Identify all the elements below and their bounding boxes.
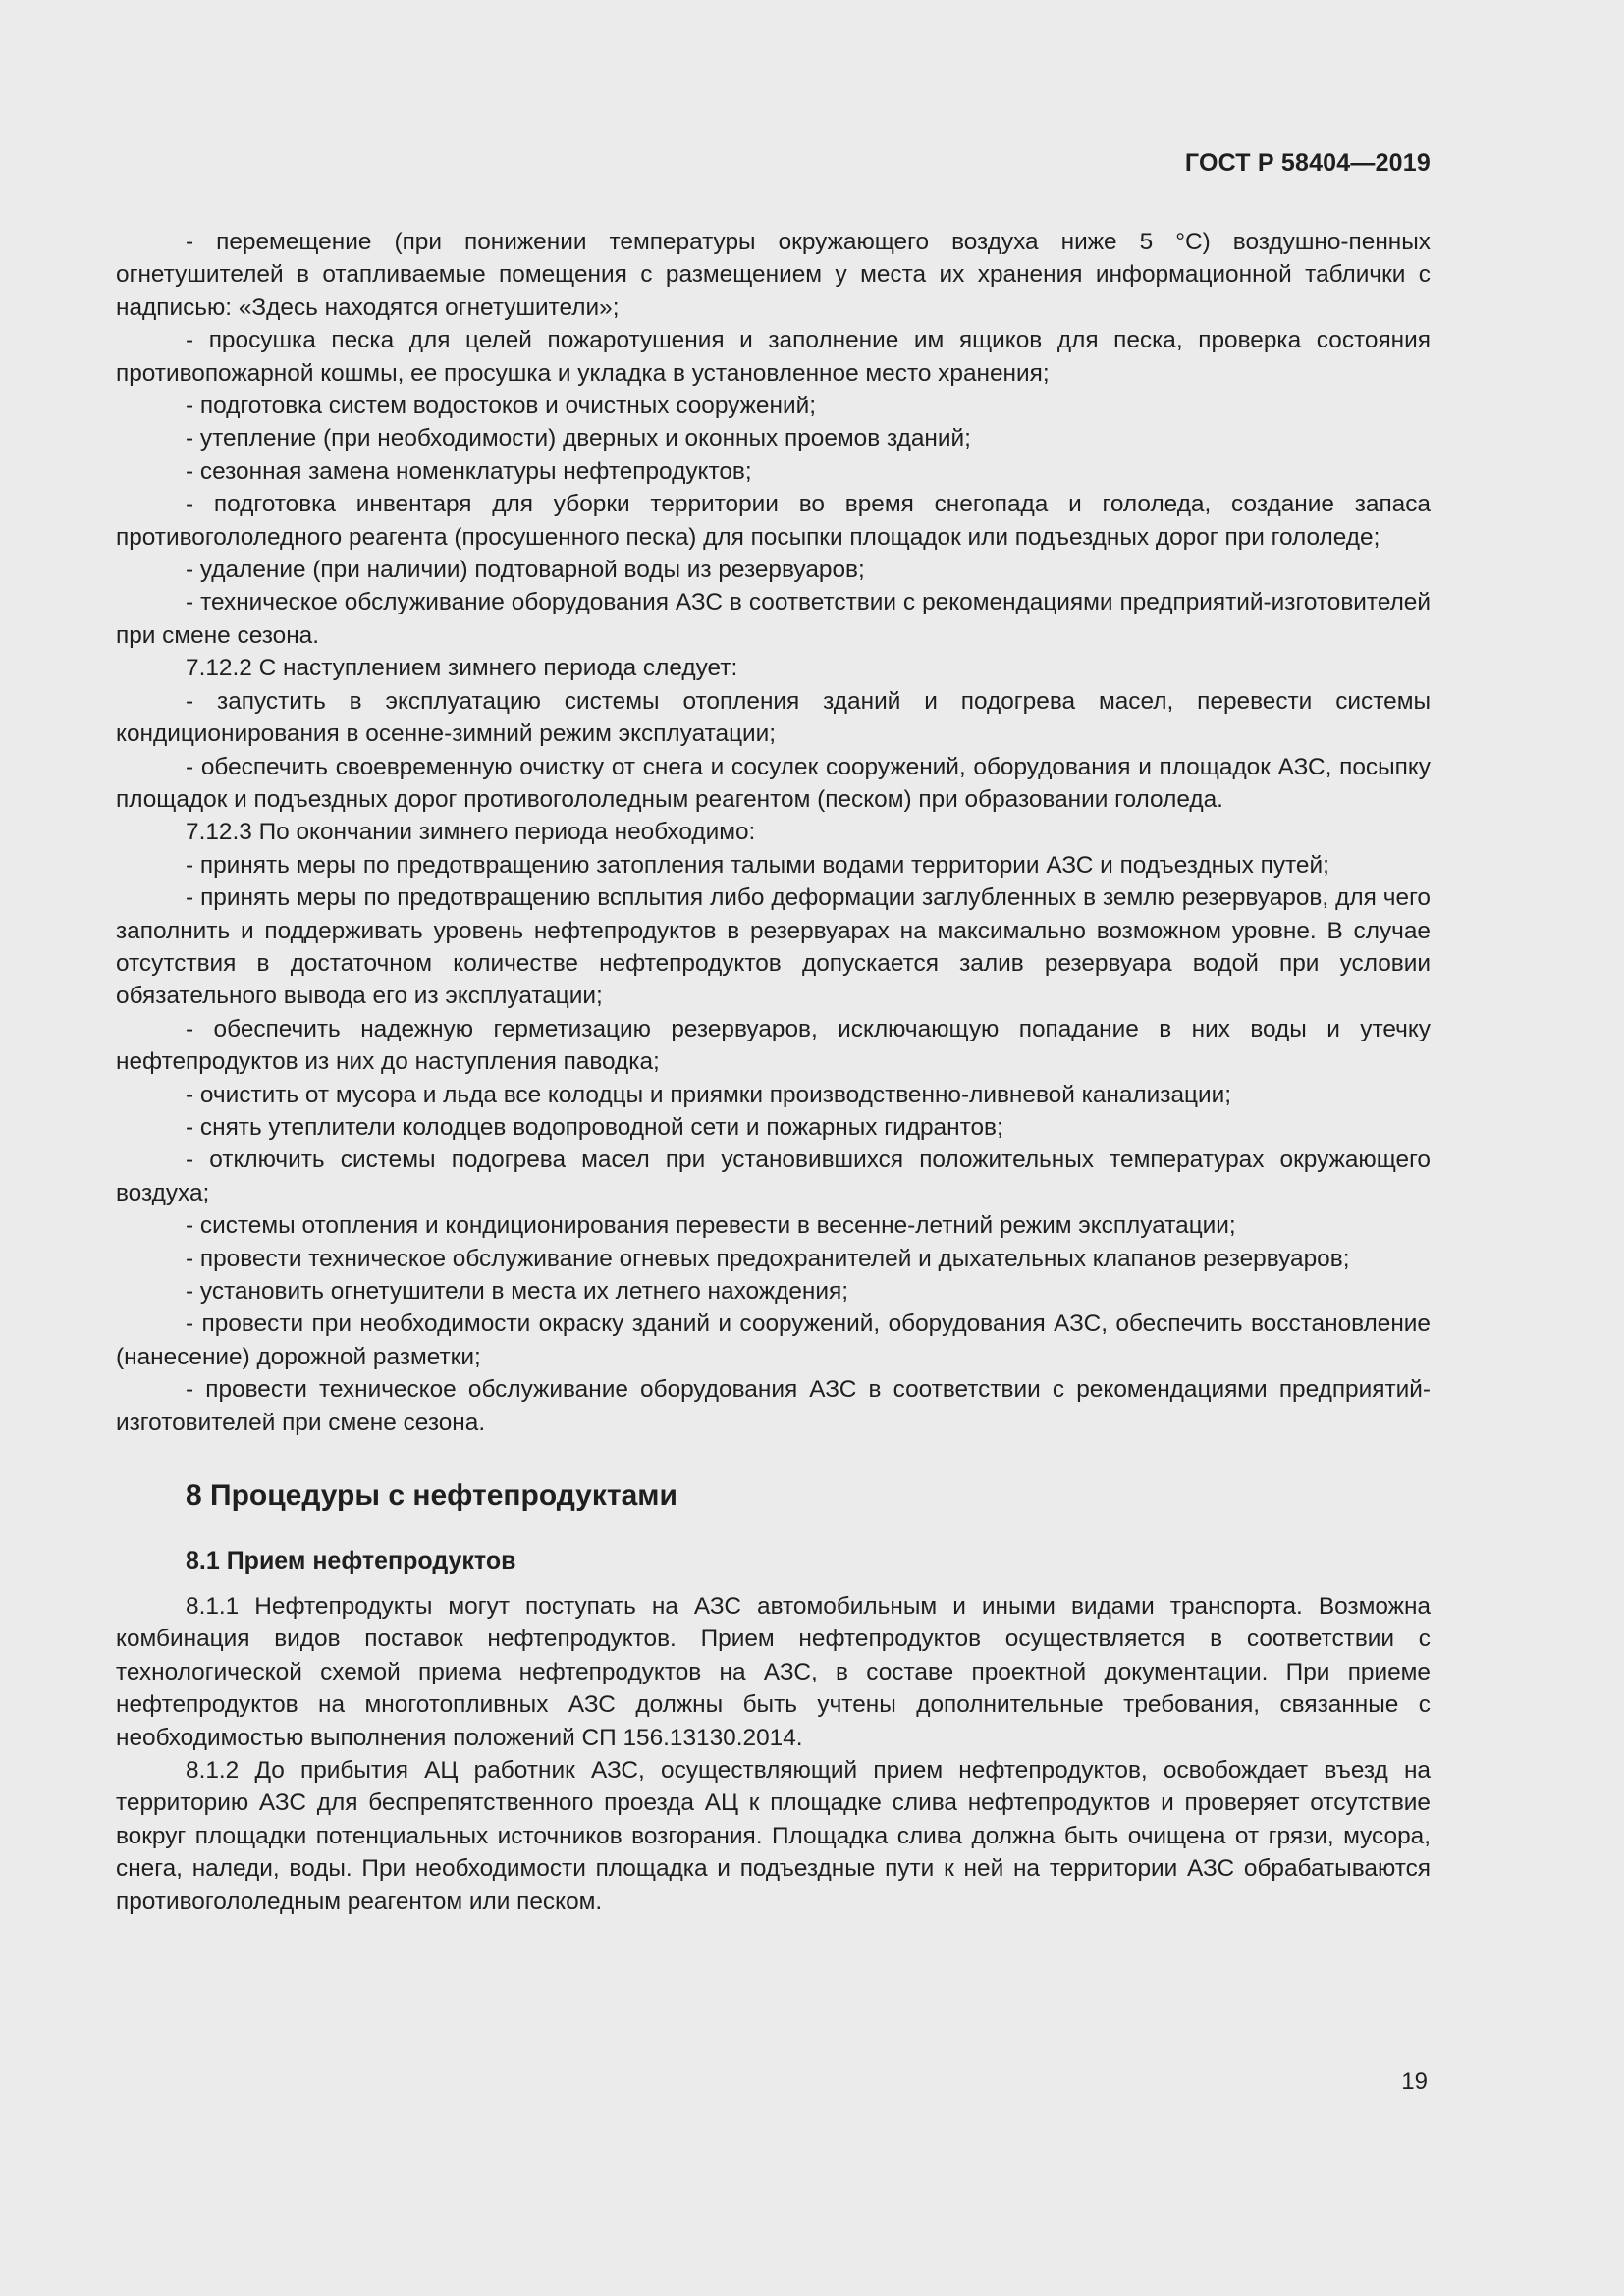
paragraph: - обеспечить своевременную очистку от снега и сосулек сооружений, оборудования и площадок АЗС, посыпку площадок и подъездных дорог противогололедным реагентом (песком) при образовании гололеда. (116, 753, 1431, 813)
paragraph: 7.12.3 По окончании зимнего периода необходимо: (186, 819, 756, 846)
paragraph: - техническое обслуживание оборудования АЗС в соответствии с рекомендациями предприятий-изготовителей при смене сезона. (116, 589, 1431, 649)
paragraph: - утепление (при необходимости) дверных и оконных проемов зданий; (186, 425, 971, 453)
paragraph: - удаление (при наличии) подтоварной воды из резервуаров; (186, 557, 865, 584)
paragraph: - перемещение (при понижении температуры окружающего воздуха ниже 5 °С) воздушно-пенных огнетушителей в отапливаемые помещения с размещением у места их хранения информационной таблички с надписью: «Здесь находятся огнетушители»; (116, 229, 1431, 321)
paragraph: - провести техническое обслуживание оборудования АЗС в соответствии с рекомендациями предприятий-изготовителей при смене сезона. (116, 1376, 1431, 1436)
paragraph: - принять меры по предотвращению всплытия либо деформации заглубленных в землю резервуаров, для чего заполнить и поддерживать уровень нефтепродуктов в резервуарах на максимально возможном уровне. В случае отсутствия в достаточном количестве нефтепродуктов допускается залив резервуара водой при условии обязательного вывода его из эксплуатации; (116, 884, 1431, 1010)
paragraph: - установить огнетушители в места их летнего нахождения; (186, 1278, 848, 1305)
paragraph: - отключить системы подогрева масел при установившихся положительных температурах окружающего воздуха; (116, 1147, 1431, 1206)
paragraph: - подготовка инвентаря для уборки территории во время снегопада и гололеда, создание запаса противогололедного реагента (просушенного песка) для посыпки площадок или подъездных дорог при гололеде; (116, 491, 1431, 551)
document-body (116, 226, 1431, 1918)
paragraph: - подготовка систем водостоков и очистных сооружений; (186, 393, 816, 420)
paragraph: - обеспечить надежную герметизацию резервуаров, исключающую попадание в них воды и утечку нефтепродуктов из них до наступления паводка; (116, 1015, 1431, 1076)
paragraph: - провести при необходимости окраску зданий и сооружений, оборудования АЗС, обеспечить восстановление (нанесение) дорожной разметки; (116, 1310, 1431, 1370)
section-heading: 8 Процедуры с нефтепродуктами (186, 1479, 677, 1513)
paragraph: - очистить от мусора и льда все колодцы и приямки производственно-ливневой канализации; (186, 1081, 1232, 1108)
paragraph: 8.1.1 Нефтепродукты могут поступать на АЗС автомобильным и иными видами транспорта. Возможна комбинация видов поставок нефтепродуктов. Прием нефтепродуктов осуществляется в соответствии с технологической схемой приема нефтепродуктов на АЗС, в составе проектной документации. При приеме нефтепродуктов на многотопливных АЗС должны быть учтены дополнительные требования, связанные с необходимостью выполнения положений СП 156.13130.2014. (116, 1593, 1431, 1751)
paragraph: - просушка песка для целей пожаротушения и заполнение им ящиков для песка, проверка состояния противопожарной кошмы, ее просушка и укладка в установленное место хранения; (116, 327, 1431, 387)
paragraph: - системы отопления и кондиционирования перевести в весенне-летний режим эксплуатации; (186, 1212, 1236, 1240)
paragraph-group-fuel-reception (116, 1590, 1431, 1918)
document-header: ГОСТ Р 58404—2019 (1184, 149, 1431, 177)
paragraph-group-seasonal-measures (116, 226, 1431, 1439)
paragraph: 7.12.2 С наступлением зимнего периода следует: (186, 655, 738, 682)
paragraph: - провести техническое обслуживание огневых предохранителей и дыхательных клапанов резервуаров; (186, 1245, 1350, 1272)
page-number: 19 (1401, 2068, 1428, 2095)
paragraph: 8.1.2 До прибытия АЦ работник АЗС, осуществляющий прием нефтепродуктов, освобождает въезд на территорию АЗС для беспрепятственного проезда АЦ к площадке слива нефтепродуктов и проверяет отсутствие вокруг площадки потенциальных источников возгорания. Площадка слива должна быть очищена от грязи, мусора, снега, наледи, воды. При необходимости площадка и подъездные пути к ней на территории АЗС обрабатываются противогололедным реагентом или песком. (116, 1757, 1431, 1915)
paragraph: - снять утеплители колодцев водопроводной сети и пожарных гидрантов; (186, 1113, 1003, 1141)
paragraph: - запустить в эксплуатацию системы отопления зданий и подогрева масел, перевести системы кондиционирования в осенне-зимний режим эксплуатации; (116, 687, 1431, 748)
paragraph: - принять меры по предотвращению затопления талыми водами территории АЗС и подъездных путей; (186, 851, 1329, 879)
paragraph: - сезонная замена номенклатуры нефтепродуктов; (186, 457, 752, 485)
subsection-heading: 8.1 Прием нефтепродуктов (186, 1547, 516, 1575)
